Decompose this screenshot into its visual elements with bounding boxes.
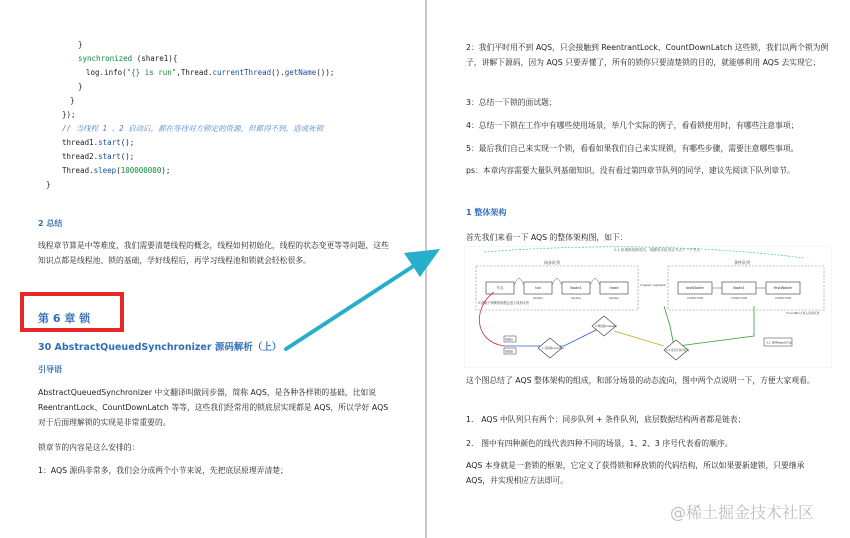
code-block [46,38,334,192]
code-token: start [98,138,121,147]
diagram-top-banner: 2.1 如果释放锁成功，唤醒同步队列头节点下一个节点 [614,248,700,252]
code-token: }); [62,110,76,119]
condition-queue-label: 条件队列 [734,260,750,265]
code-token: ( [116,166,121,175]
code-token: (); [120,152,135,161]
condition-nodes [678,282,800,300]
queue-node-label: firstWaiter [773,286,793,291]
after-diagram-paragraph: 这个图总结了 AQS 整体架构的组成，和部分场景的动态流向，图中两个点说明一下，方便大家观看。 [466,376,815,385]
code-line [46,94,334,108]
code-line [46,150,334,164]
architecture-intro: 首先我们来看一下 AQS 的整体架构图，如下： [466,233,628,242]
code-token: } [78,82,83,91]
right-page [428,0,850,538]
code-token: currentThread [212,68,272,77]
code-line [46,108,334,122]
queue-node-status: CONDITION [774,296,792,300]
code-token: ,Thread. [176,68,213,77]
ps-note: ps：本章内容需要大量队列基础知识，没有看过第四章节队列的同学，建议先阅读下队列章节。 [466,166,795,175]
queue-node-label: lastWaiter [685,286,705,291]
code-token: (). [271,68,285,77]
pointer-arrow [280,245,450,355]
code-line [46,164,334,178]
code-line [46,66,334,80]
left-note: 2.获取不到锁的线程会进入同步队列 [478,301,529,305]
queue-node-status: SIGNAL [532,296,544,300]
section-title: 30 AbstractQueuedSynchronizer 源码解析（上） [38,342,282,353]
arrange-paragraph: 锁章节的内容是这么安排的： [38,443,140,452]
code-token: ); [161,166,171,175]
list-item-4: 4：总结一下锁在工作中有哪些使用场景，举几个实际的例子，看看锁使用时，有哪些注意事项； [466,121,799,130]
svg-text:2.释放锁(release): 2.释放锁(release) [595,325,617,328]
code-token: start [98,152,121,161]
queue-node-status: SIGNAL [570,296,582,300]
condition-note: 3.condition 进入条件队列 [786,311,820,315]
guide-heading: 引导语 [38,365,62,374]
summary-heading: 2 总结 [38,219,63,228]
code-token: thread2. [62,152,99,161]
code-line [46,122,334,136]
list-item-5: 5：最后我们自己来实现一个锁，看看如果我们自己来实现锁，有哪些步骤，需要注意哪些事项。 [466,144,799,153]
architecture-heading: 1 整体架构 [466,208,507,217]
svg-text:线程B: 线程B [505,349,514,354]
queue-node-status: CONDITION [730,296,748,300]
code-token: log.info( [86,68,127,77]
code-token: synchronized [78,54,133,63]
code-token: ()); [316,68,335,77]
code-token: (share1){ [132,54,178,63]
code-token: } [70,96,75,105]
svg-text:线程A: 线程A [505,337,514,342]
aqs-architecture-diagram [464,246,832,368]
queue-node-label: Node1 [733,286,745,291]
queue-node-label: 节点 [496,286,504,291]
queue-node-label: tail [535,286,541,291]
code-token: 100000000 [120,166,162,175]
code-token: getName [284,68,317,77]
point-1: 1. AQS 中队列只有两个：同步队列 + 条件队列，底层数据结构两者都是链表； [466,415,746,424]
svg-text:3.1 调用await方法: 3.1 调用await方法 [766,340,792,345]
queue-node-status: SIGNAL [608,296,620,300]
svg-text:3.2 是否有条件队列: 3.2 是否有条件队列 [666,349,690,352]
code-token: (); [120,138,135,147]
guide-paragraph: AbstractQueuedSynchronizer 中文翻译叫做同步器，简称 AQS，是各种各样锁的基础，比如说 ReentrantLock、CountDownLatch 等等，这些我们经常用的锁底层实现都是 AQS，所以学好 AQS 对于后面理解锁的实现是非常重要的。 [38,388,389,427]
code-line [46,52,334,66]
summary-paragraph: 线程章节算是中等难度，我们需要清楚线程的概念，线程如何初始化，线程的状态变更等等问题，这些知识点都是线程池、锁的基础，学好线程后，再学习线程池和锁就会轻松很多。 [38,241,389,265]
queue-node-label: head [609,286,619,291]
watermark: @稀土掘金技术社区 [670,503,815,522]
final-paragraph: AQS 本身就是一套锁的框架，它定义了获得锁和释放锁的代码结构，所以如果要新建锁，只要继承 AQS，并实现相应方法即可。 [466,461,805,485]
chapter-title: 第 6 章 锁 [38,312,91,325]
code-line [46,38,334,52]
code-token: } [46,180,51,189]
code-token: // 当线程 1 、2 启动后，都在等待对方锁定的资源，但都得不到，造成死锁 [62,124,324,133]
svg-text:1.获取锁(acquire): 1.获取锁(acquire) [542,347,564,350]
sync-queue-label: 同步队列 [544,260,560,265]
code-line [46,136,334,150]
code-line [46,178,334,192]
list-item-1: 1：AQS 源码非常多，我们会分成两个小节来说，先把底层原理弄清楚； [38,466,288,475]
list-item-3: 3：总结一下锁的面试题； [466,98,557,107]
code-line [46,80,334,94]
list-item-2: 2：我们平时用不到 AQS，只会接触到 ReentrantLock、CountDownLatch 这些锁，我们以两个锁为例子，讲解下源码，因为 AQS 只要弄懂了，所有的锁你只要清楚锁的目的，就能够利用 AQS 去实现它； [466,43,829,67]
code-token: thread1. [62,138,99,147]
code-token: sleep [93,166,117,175]
code-token: "{} is run" [126,68,177,77]
queue-node-status: CONDITION [686,296,704,300]
queue-node-label: Node1 [570,286,582,291]
code-token: } [78,40,83,49]
signal-note: 3.signal / signalAll [640,283,666,287]
point-2: 2. 图中有四种颜色的线代表四种不同的场景，1、2、3 序号代表看的顺序。 [466,439,733,448]
code-token: Thread. [62,166,94,175]
